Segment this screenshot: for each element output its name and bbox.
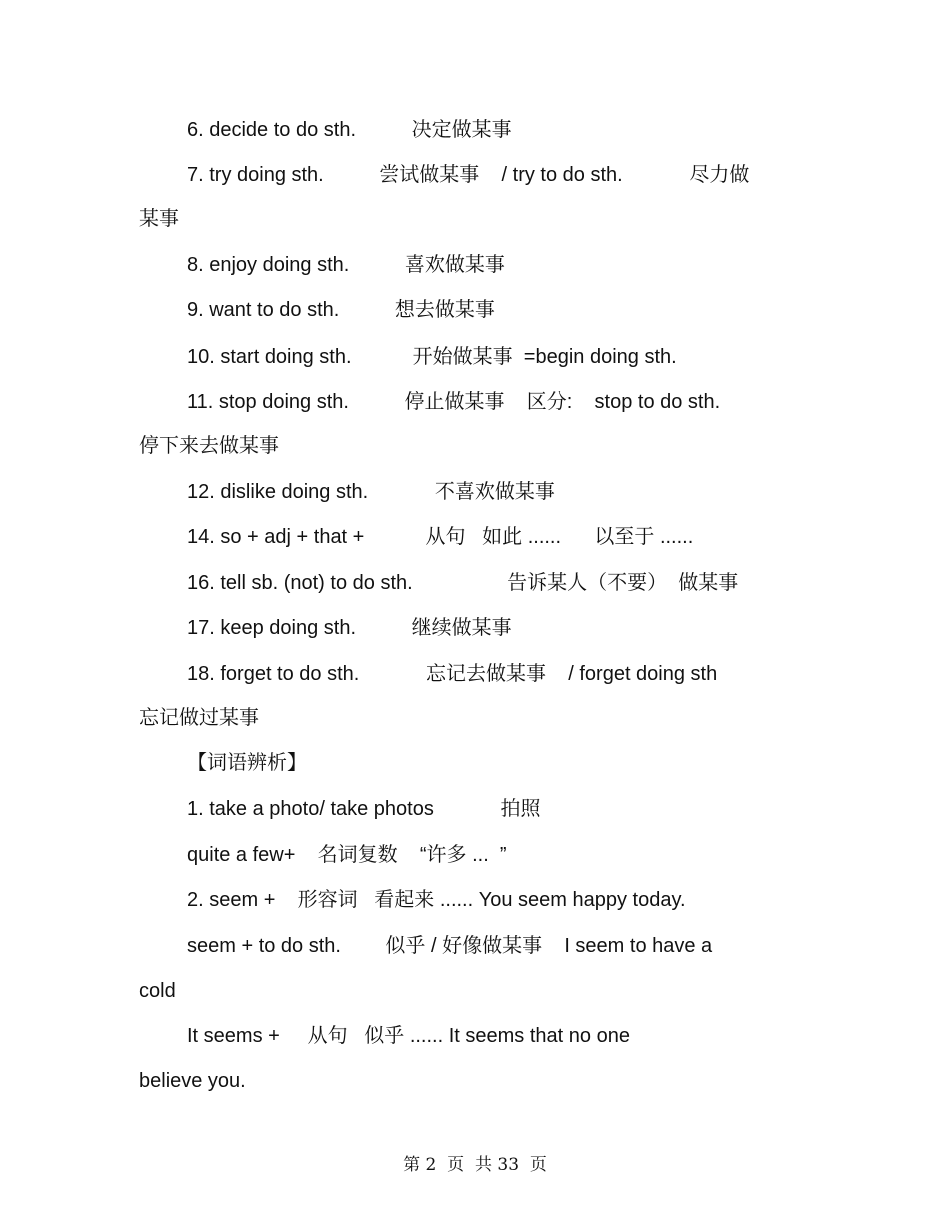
text-line: 停下来去做某事 bbox=[139, 435, 279, 457]
text-line: 8. enjoy doing sth. 喜欢做某事 bbox=[187, 254, 505, 276]
text-line: quite a few+ 名词复数 “许多 ... ” bbox=[187, 844, 507, 866]
text-line: 18. forget to do sth. 忘记去做某事 / forget doing sth bbox=[187, 663, 718, 685]
text-line: seem + to do sth. 似乎 / 好像做某事 I seem to have a bbox=[187, 935, 713, 957]
text-line: cold bbox=[139, 980, 176, 1002]
text-line: 2. seem + 形容词 看起来 ...... You seem happy today. bbox=[187, 889, 686, 911]
text-line: 17. keep doing sth. 继续做某事 bbox=[187, 617, 512, 639]
text-line: believe you. bbox=[139, 1070, 246, 1092]
section-heading: 【词语辨析】 bbox=[187, 752, 307, 774]
text-line: 1. take a photo/ take photos 拍照 bbox=[187, 798, 541, 820]
text-line: 14. so + adj + that + 从句 如此 ...... 以至于 ...... bbox=[187, 526, 694, 548]
text-line: 9. want to do sth. 想去做某事 bbox=[187, 299, 495, 321]
text-line: 忘记做过某事 bbox=[139, 707, 259, 729]
text-line: 16. tell sb. (not) to do sth. 告诉某人（不要） 做某事 bbox=[187, 572, 739, 594]
text-line: 7. try doing sth. 尝试做某事 / try to do sth. 尽力做 bbox=[187, 164, 750, 186]
text-line: It seems + 从句 似乎 ...... It seems that no one bbox=[187, 1025, 630, 1047]
text-line: 6. decide to do sth. 决定做某事 bbox=[187, 119, 512, 141]
text-line: 11. stop doing sth. 停止做某事 区分: stop to do sth. bbox=[187, 391, 721, 413]
page-number-footer: 第 2 页 共 33 页 bbox=[403, 1155, 547, 1175]
text-line: 某事 bbox=[139, 208, 179, 230]
text-line: 12. dislike doing sth. 不喜欢做某事 bbox=[187, 481, 555, 503]
text-line: 10. start doing sth. 开始做某事 =begin doing sth. bbox=[187, 346, 677, 368]
